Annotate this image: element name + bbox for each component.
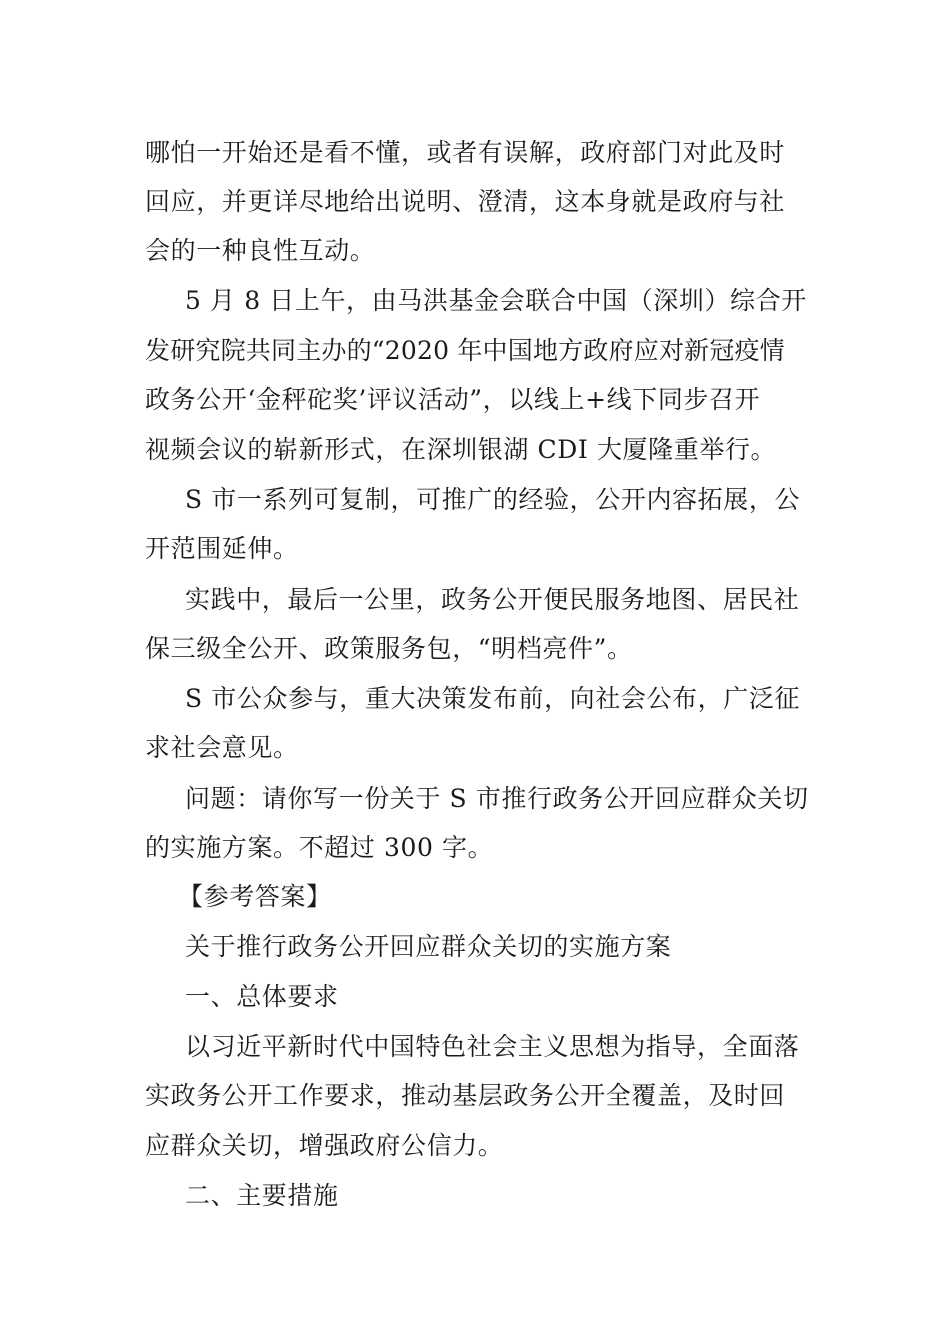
paragraph-line: 开范围延伸。: [145, 534, 299, 563]
paragraph-line: 5 月 8 日上午，由马洪基金会联合中国（深圳）综合开: [185, 286, 807, 315]
paragraph-line: 保三级全公开、政策服务包，“明档亮件”。: [145, 634, 633, 663]
paragraph-line: S 市公众参与，重大决策发布前，向社会公布，广泛征: [185, 684, 801, 713]
paragraph-line: 实政务公开工作要求，推动基层政务公开全覆盖，及时回: [145, 1081, 786, 1110]
paragraph-line: 实践中，最后一公里，政务公开便民服务地图、居民社: [185, 585, 800, 614]
paragraph-line: 视频会议的崭新形式，在深圳银湖 CDI 大厦隆重举行。: [145, 435, 777, 464]
paragraph-line: 应群众关切，增强政府公信力。: [145, 1131, 504, 1160]
paragraph-line: 政务公开‘金秤砣奖’评议活动”，以线上+线下同步召开: [145, 385, 761, 414]
section-heading: 二、主要措施: [185, 1181, 339, 1210]
question-line: 问题：请你写一份关于 S 市推行政务公开回应群众关切: [185, 784, 809, 813]
paragraph-line: 会的一种良性互动。: [145, 236, 376, 265]
paragraph-line: 求社会意见。: [145, 733, 299, 762]
paragraph-line: 发研究院共同主办的“2020 年中国地方政府应对新冠疫情: [145, 336, 785, 365]
section-heading: 一、总体要求: [185, 982, 339, 1011]
paragraph-line: 哪怕一开始还是看不懂，或者有误解，政府部门对此及时: [145, 138, 786, 167]
paragraph-line: 以习近平新时代中国特色社会主义思想为指导，全面落: [185, 1032, 800, 1061]
plan-title: 关于推行政务公开回应群众关切的实施方案: [185, 932, 672, 961]
answer-heading: 【参考答案】: [178, 882, 332, 911]
question-line: 的实施方案。不超过 300 字。: [145, 833, 494, 862]
paragraph-line: 回应，并更详尽地给出说明、澄清，这本身就是政府与社: [145, 187, 786, 216]
paragraph-line: S 市一系列可复制，可推广的经验，公开内容拓展，公: [185, 485, 801, 514]
